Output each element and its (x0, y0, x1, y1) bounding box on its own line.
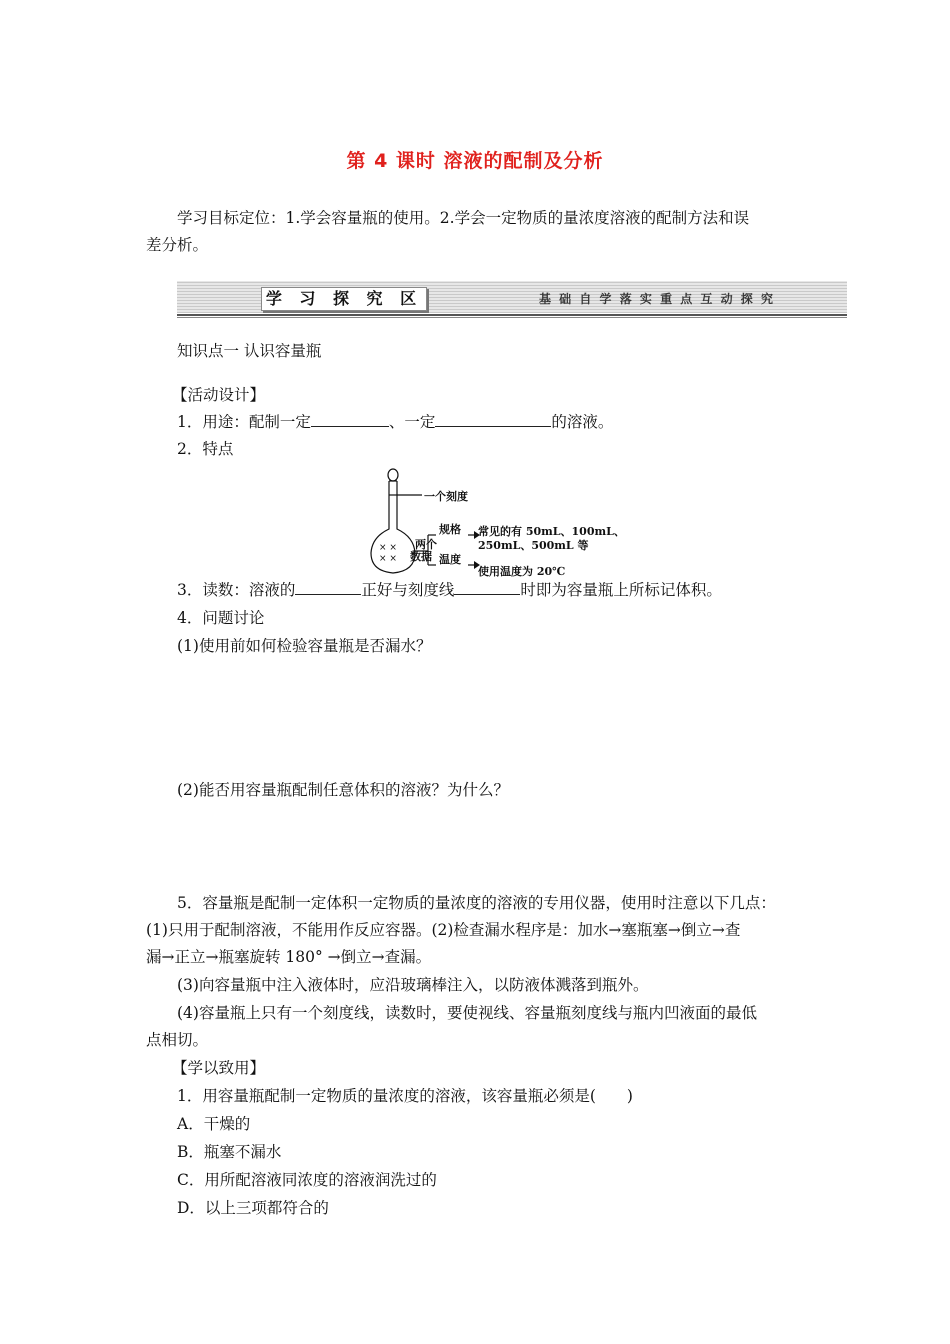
item4-discussion: 4．问题讨论 (177, 609, 265, 627)
practice-header: 【学以致用】 (172, 1059, 266, 1077)
option-b[interactable]: B．瓶塞不漏水 (177, 1143, 282, 1161)
practice-question-1: 1．用容量瓶配制一定物质的量浓度的溶液，该容量瓶必须是( ) (177, 1087, 633, 1105)
item3-text-a: 3．读数：溶液的 (177, 581, 296, 599)
two-data-label: 两个 (415, 538, 437, 551)
objectives-line1: 学习目标定位：1.学会容量瓶的使用。2.学会一定物质的量浓度溶液的配制方法和误 (177, 209, 750, 227)
item3-text-c: 时即为容量瓶上所标记体积。 (520, 581, 722, 599)
blank-field[interactable] (454, 580, 520, 595)
two-data-label-2: 数据 (410, 550, 432, 563)
blank-field[interactable] (311, 412, 389, 427)
blank-field[interactable] (435, 412, 551, 427)
option-d[interactable]: D．以上三项都符合的 (177, 1199, 329, 1217)
flask-stopper-icon (388, 469, 398, 481)
volumetric-flask-diagram (360, 467, 630, 579)
item5-line5: (4)容量瓶上只有一个刻度线，读数时，要使视线、容量瓶刻度线与瓶内凹液面的最低 (177, 1004, 757, 1022)
item2-features: 2．特点 (177, 440, 234, 458)
item5-line6: 点相切。 (146, 1031, 209, 1049)
mark-label: 一个刻度 (424, 490, 468, 503)
temp-text: 使用温度为 20℃ (478, 565, 566, 578)
item1-text-c: 的溶液。 (551, 413, 614, 431)
question-2: (2)能否用容量瓶配制任意体积的溶液？为什么？ (177, 781, 509, 799)
item5-line2: (1)只用于配制溶液，不能用作反应容器。(2)检查漏水程序是：加水→塞瓶塞→倒立→查 (146, 921, 741, 939)
spec-label: 规格 (439, 523, 461, 536)
item5-line4: (3)向容量瓶中注入液体时，应沿玻璃棒注入，以防液体溅落到瓶外。 (177, 976, 649, 994)
svg-text:× ×: × × (379, 543, 397, 553)
banner-label: 学 习 探 究 区 (261, 287, 427, 311)
section-banner (177, 281, 847, 319)
option-c[interactable]: C．用所配溶液同浓度的溶液润洗过的 (177, 1171, 437, 1189)
knowledge-point-heading: 知识点一 认识容量瓶 (177, 342, 322, 360)
svg-text:× ×: × × (379, 554, 397, 564)
objectives-line2: 差分析。 (146, 236, 209, 254)
temp-label: 温度 (439, 553, 461, 566)
item5-line3: 漏→正立→瓶塞旋转 180° →倒立→查漏。 (146, 948, 432, 966)
item1-text-a: 1．用途：配制一定 (177, 413, 311, 431)
page-title: 第 4 课时 溶液的配制及分析 (346, 150, 604, 172)
activity-header: 【活动设计】 (172, 386, 266, 404)
banner-right-text: 基 础 自 学 落 实 重 点 互 动 探 究 (539, 292, 775, 306)
spec-text-1: 常见的有 50mL、100mL、 (478, 525, 625, 538)
blank-field[interactable] (295, 580, 361, 595)
spec-text-2: 250mL、500mL 等 (478, 539, 589, 552)
question-1: (1)使用前如何检验容量瓶是否漏水？ (177, 637, 432, 655)
item1-text-b: 、一定 (388, 413, 436, 431)
item5-line1: 5．容量瓶是配制一定体积一定物质的量浓度的溶液的专用仪器，使用时注意以下几点： (177, 894, 776, 912)
item1-usage (177, 412, 613, 432)
item3-text-b: 正好与刻度线 (361, 581, 455, 599)
item3-reading (177, 580, 722, 600)
option-a[interactable]: A．干燥的 (177, 1115, 251, 1133)
